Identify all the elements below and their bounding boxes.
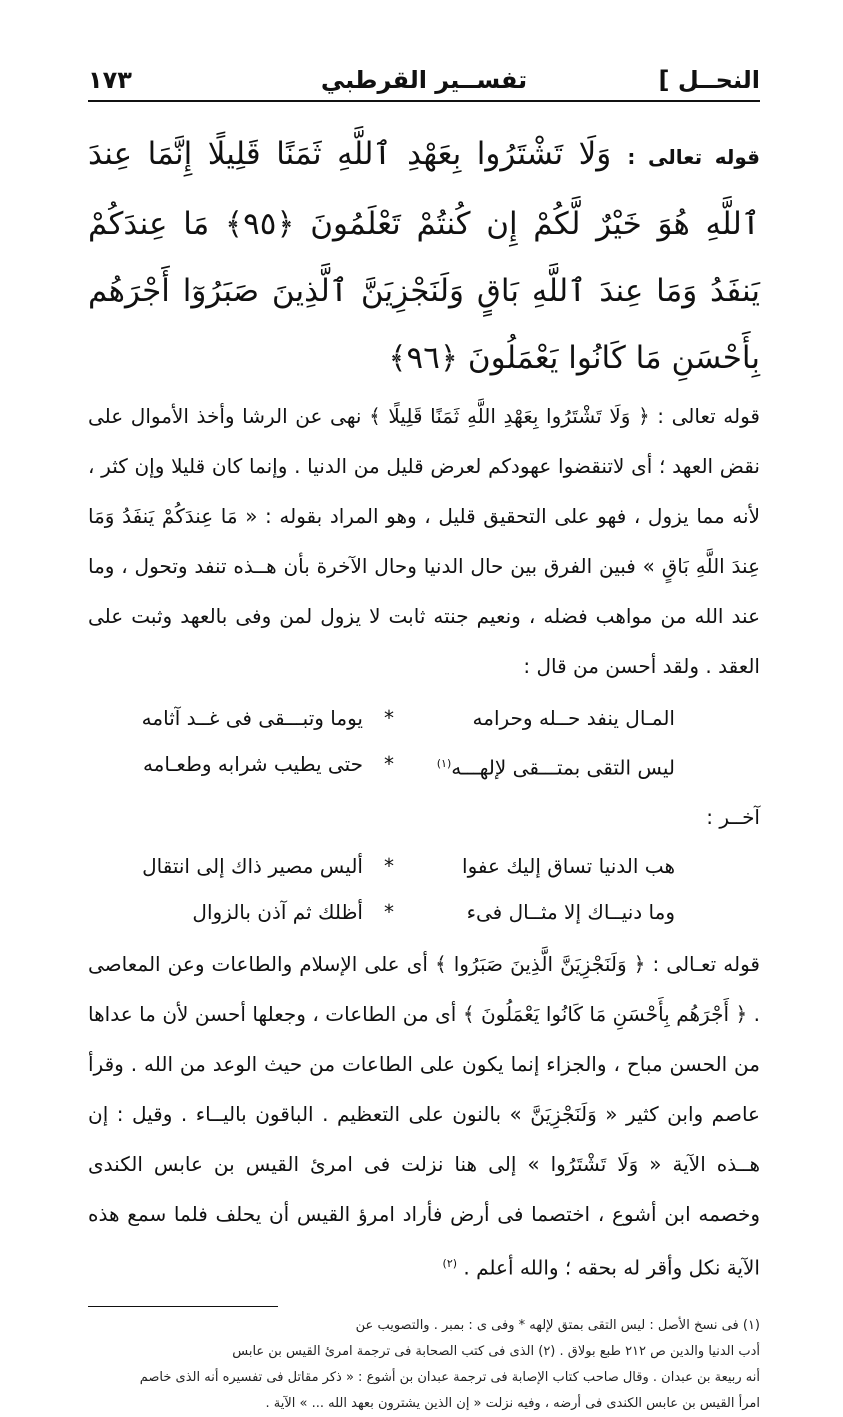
book-page <box>88 60 761 1412</box>
poem-2 <box>88 843 760 935</box>
paragraph-1: قوله تعالى : ﴿ وَلَا تَشْتَرُوا بِعَهْدِ اللَّهِ ثَمَنًا قَلِيلًا ﴾ نهى عن الرشا وأخذ الأموال على نقض العهد ؛ أى لاتنقضوا عهودكم لعرض قليل من الدنيا . وإنما كان قليلا وإن كثر ، لأنه مما يزول ، فهو على التحقيق قليل ، وهو المراد بقوله : « مَا عِندَكُمْ يَنفَدُ وَمَا عِندَ اللَّهِ بَاقٍ » فبين الفرق بين حال الدنيا وحال الآخرة بأن هــذه تنفد وتحول ، وما عند الله من مواهب فضله ، ونعيم جنته ثابت لا يزول لمن وفى بالعهد وثبت على العقد . ولقد أحسن من قال : <box>88 404 760 678</box>
hemistich-1: ليس التقى بمتـــقى لإلهـــه$^{(١)}$ <box>436 755 675 780</box>
verse-separator: * <box>384 752 394 776</box>
verse-text: وَلَا تَشْتَرُوا بِعَهْدِ ٱللَّهِ ثَمَنًا قَلِيلًا إِنَّمَا عِندَ ٱللَّهِ هُوَ خَيْرٌ لَّكُمْ إِن كُنتُمْ تَعْلَمُونَ ﴿٩٥﴾ مَا عِندَكُمْ يَنفَدُ وَمَا عِندَ ٱللَّهِ بَاقٍ وَلَنَجْزِيَنَّ ٱلَّذِينَ صَبَرُوٓا أَجْرَهُم بِأَحْسَنِ مَا كَانُوا يَعْمَلُونَ ﴿٩٦﴾ <box>88 136 761 376</box>
poem-line <box>88 889 680 935</box>
page-number: ١٧٣ <box>88 66 132 94</box>
poem-line <box>88 741 680 791</box>
hemistich-1: وما دنيــاك إلا مثــال فىء <box>466 899 675 924</box>
footnote-line: أنه ربيعة بن عبدان . وقال صاحب كتاب الإصابة فى ترجمة عبدان بن أشوع : « ذكر مقاتل فى تفسيره أنه الذى خاصم <box>139 1370 760 1386</box>
hemistich-2: يوما وتبـــقى فى غــد آثامه <box>141 706 363 730</box>
footnote-marker: (١) <box>436 757 452 770</box>
poem-line <box>88 843 680 889</box>
poem-1 <box>88 695 760 791</box>
hemistich-1: هب الدنيا تساق إليك عفوا <box>462 853 675 878</box>
book-title: تفســير القرطبي <box>320 66 528 94</box>
hemistich-2: حتى يطيب شرابه وطعـامه <box>142 752 363 776</box>
surah-name: النحــل ] <box>658 66 760 94</box>
poem-line <box>88 695 680 741</box>
hemistich-2: أليس مصير ذاك إلى انتقال <box>142 853 363 878</box>
commentary <box>88 391 760 1292</box>
footnote-line: (١) فى نسخ الأصل : ليس التقى بمتق لإلهه * وفى ى : بمبر . والتصويب عن <box>355 1318 760 1334</box>
verse-separator: * <box>384 899 394 924</box>
other-poet-label: آخــر : <box>706 804 760 829</box>
quran-verses <box>88 120 760 391</box>
hemistich-1: المـال ينفد حــله وحرامه <box>472 706 675 730</box>
footnote-marker: (٢) <box>442 1256 458 1270</box>
footnote-line: أدب الدنيا والدين ص ٢١٢ طبع بولاق . (٢) الذى فى كتب الصحابة فى ترجمة امرئ القيس بن عابس <box>232 1344 760 1360</box>
footnote-line: امرأ القيس بن عابس الكندى فى أرضه ، وفيه نزلت « إن الذين يشترون بعهد الله ... » الآية . <box>265 1396 760 1412</box>
paragraph-2: قوله تعـالى : ﴿ وَلَنَجْزِيَنَّ الَّذِينَ صَبَرُوا ﴾ أى على الإسلام والطاعات وعن المعاصى . ﴿ أَجْرَهُم بِأَحْسَنِ مَا كَانُوا يَعْمَلُونَ ﴾ أى من الطاعات ، وجعلها أحسن لأن ما عداها من الحسن مباح ، والجزاء إنما يكون على الطاعات من حيث الوعد من الله . وقرأ عاصم وابن كثير « وَلَنَجْزِيَنَّ » بالنون على التعظيم . الباقون باليــاء . وقيل : إن هــذه الآية « وَلَا تَشْتَرُوا » إلى هنا نزلت فى امرئ القيس بن عابس الكندى وخصمه ابن أشوع ، اختصما فى أرض فأراد امرؤ القيس أن يحلف فلما سمع هذه الآية نكل وأقر له بحقه ؛ والله أعلم . $^{(٢)}$ <box>88 951 760 1280</box>
page-header <box>88 60 760 102</box>
verse-separator: * <box>384 706 394 730</box>
verse-separator: * <box>384 853 394 878</box>
footnotes <box>88 1313 760 1417</box>
verse-intro: قوله تعالى : <box>627 145 760 169</box>
footnote-divider <box>88 1306 278 1307</box>
hemistich-2: أظلك ثم آذن بالزوال <box>192 899 363 924</box>
